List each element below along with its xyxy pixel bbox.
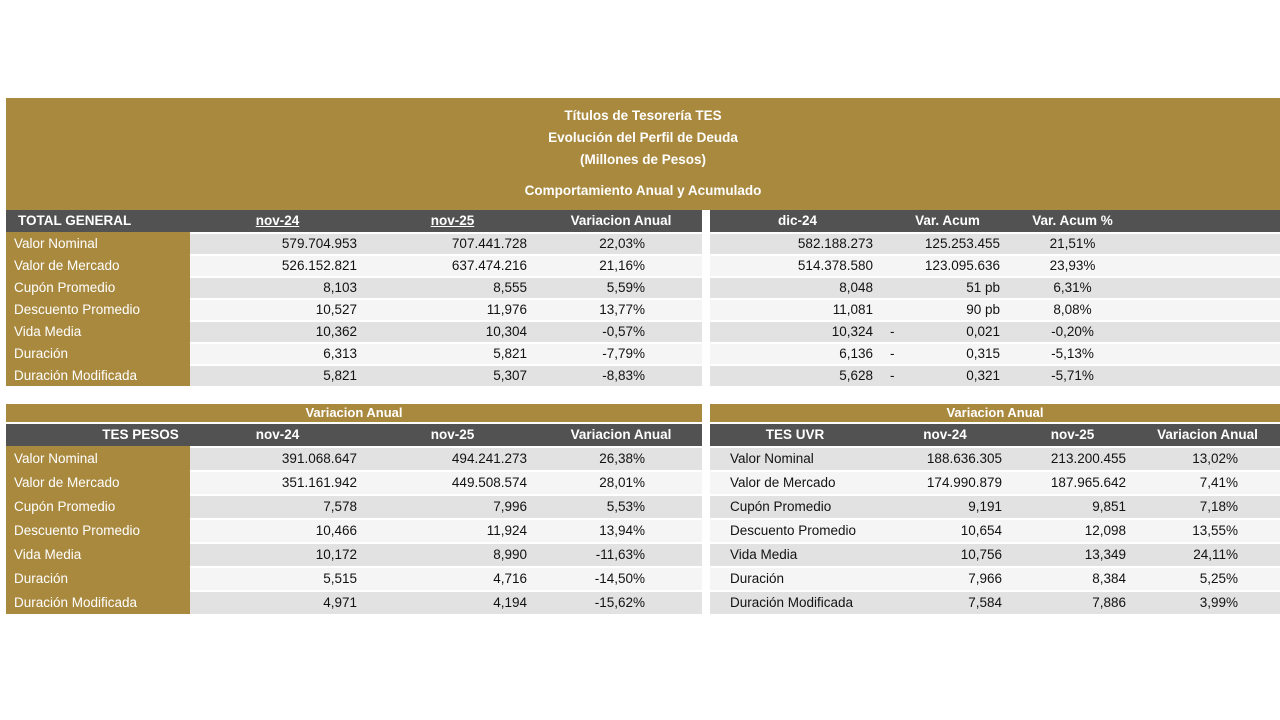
negative-sign: - <box>890 324 895 339</box>
nov24-value-cell: 10,756 <box>880 544 1010 566</box>
row-label-cell: Cupón Promedio <box>14 499 116 514</box>
variacion-anual-value-cell: -11,63% <box>540 544 702 566</box>
row-label-cell: Duración Modificada <box>14 595 138 610</box>
variacion-anual-value-cell: 21,16% <box>540 256 702 276</box>
variacion-anual-value-cell: 7,18% <box>1135 496 1280 518</box>
row-label-cell: Vida Media <box>710 544 880 566</box>
var-acum-value-cell <box>885 344 1010 364</box>
nov24-value-cell: 5,821 <box>190 366 365 386</box>
variacion-anual-value-cell: 22,03% <box>540 234 702 254</box>
variacion-anual-header: Variacion Anual <box>1135 424 1280 446</box>
nov24-value-cell: 10,172 <box>190 544 365 566</box>
nov24-value-cell: 8,103 <box>190 278 365 298</box>
variacion-anual-header: Variacion Anual <box>540 210 702 232</box>
nov24-value-cell: 10,362 <box>190 322 365 342</box>
nov25-value-cell: 11,976 <box>365 300 540 320</box>
var-acum-pct-value-cell: -5,71% <box>1010 366 1135 386</box>
row-label-cell: Valor Nominal <box>14 236 98 251</box>
variacion-anual-value-cell: 26,38% <box>540 448 702 470</box>
column-spacer <box>702 366 710 386</box>
nov24-value-cell: 6,313 <box>190 344 365 364</box>
filler-cell <box>1135 256 1280 276</box>
variacion-anual-header: Variacion Anual <box>540 424 702 446</box>
nov25-value-cell: 8,555 <box>365 278 540 298</box>
row-label-cell: Valor de Mercado <box>710 472 880 494</box>
header-filler-cell <box>1135 210 1280 232</box>
var-acum-value: 51 pb <box>966 280 1000 295</box>
nov24-value-cell: 351.161.942 <box>190 472 365 494</box>
nov25-value-cell: 213.200.455 <box>1010 448 1135 470</box>
column-spacer <box>702 300 710 320</box>
nov25-header: nov-25 <box>365 424 540 446</box>
filler-cell <box>1135 300 1280 320</box>
variacion-anual-value-cell: -8,83% <box>540 366 702 386</box>
var-acum-value-cell <box>885 300 1010 320</box>
nov24-header: nov-24 <box>880 424 1010 446</box>
var-acum-value: 123.095.636 <box>924 258 1000 273</box>
nov25-value-cell: 4,716 <box>365 568 540 590</box>
nov25-header: nov-25 <box>365 210 540 232</box>
nov25-value-cell: 13,349 <box>1010 544 1135 566</box>
nov24-header: nov-24 <box>190 210 365 232</box>
nov25-value-cell: 7,886 <box>1010 592 1135 614</box>
row-label-cell: Cupón Promedio <box>710 496 880 518</box>
dic24-value-cell: 6,136 <box>710 344 885 364</box>
nov25-value-cell: 494.241.273 <box>365 448 540 470</box>
nov24-header: nov-24 <box>190 424 365 446</box>
var-acum-value: 90 pb <box>966 302 1000 317</box>
tes-uvr-band: Variacion Anual <box>710 404 1280 422</box>
tes-uvr-header: TES UVR <box>710 424 880 446</box>
variacion-anual-value-cell: 7,41% <box>1135 472 1280 494</box>
var-acum-value: 0,321 <box>966 368 1000 383</box>
var-acum-value-cell <box>885 234 1010 254</box>
dic24-value-cell: 8,048 <box>710 278 885 298</box>
var-acum-value-cell <box>885 322 1010 342</box>
variacion-anual-value-cell: 5,25% <box>1135 568 1280 590</box>
dic24-header: dic-24 <box>710 210 885 232</box>
variacion-anual-value-cell: 3,99% <box>1135 592 1280 614</box>
report-subtitle: Evolución del Perfil de Deuda <box>548 130 738 145</box>
nov25-value-cell: 4,194 <box>365 592 540 614</box>
row-label-cell: Duración Modificada <box>14 368 138 383</box>
variacion-anual-value-cell: 13,02% <box>1135 448 1280 470</box>
nov25-value-cell: 8,384 <box>1010 568 1135 590</box>
variacion-anual-value-cell: 5,53% <box>540 496 702 518</box>
column-spacer <box>702 256 710 276</box>
row-label-cell: Vida Media <box>14 324 82 339</box>
var-acum-pct-value-cell: 23,93% <box>1010 256 1135 276</box>
nov24-value-cell: 7,966 <box>880 568 1010 590</box>
variacion-anual-value-cell: 28,01% <box>540 472 702 494</box>
nov25-header: nov-25 <box>1010 424 1135 446</box>
nov24-value-cell: 5,515 <box>190 568 365 590</box>
nov25-value-cell: 449.508.574 <box>365 472 540 494</box>
var-acum-value: 0,021 <box>966 324 1000 339</box>
row-label-cell: Valor Nominal <box>710 448 880 470</box>
nov24-value-cell: 7,578 <box>190 496 365 518</box>
row-label-cell: Duración <box>14 346 69 361</box>
nov24-value-cell: 7,584 <box>880 592 1010 614</box>
row-label-cell: Descuento Promedio <box>14 523 141 538</box>
variacion-anual-value-cell: 5,59% <box>540 278 702 298</box>
var-acum-value-cell <box>885 366 1010 386</box>
total-general-table <box>6 210 1280 386</box>
variacion-anual-value-cell: -0,57% <box>540 322 702 342</box>
filler-cell <box>1135 234 1280 254</box>
row-label-cell: Duración <box>14 571 69 586</box>
variacion-anual-value-cell: 24,11% <box>1135 544 1280 566</box>
nov25-value-cell: 10,304 <box>365 322 540 342</box>
tes-pesos-band: Variacion Anual <box>6 404 702 422</box>
filler-cell <box>1135 344 1280 364</box>
variacion-anual-value-cell: -15,62% <box>540 592 702 614</box>
row-label-cell: Cupón Promedio <box>14 280 116 295</box>
row-label-cell: Duración Modificada <box>710 592 880 614</box>
report-caption: Comportamiento Anual y Acumulado <box>524 183 762 198</box>
nov24-value-cell: 391.068.647 <box>190 448 365 470</box>
row-label-cell: Duración <box>710 568 880 590</box>
nov25-value-cell: 637.474.216 <box>365 256 540 276</box>
tes-uvr-table <box>710 424 1280 614</box>
var-acum-pct-value-cell: 21,51% <box>1010 234 1135 254</box>
dic24-value-cell: 582.188.273 <box>710 234 885 254</box>
report-units: (Millones de Pesos) <box>579 152 707 167</box>
row-label-cell: Descuento Promedio <box>710 520 880 542</box>
var-acum-header: Var. Acum <box>885 210 1010 232</box>
nov25-value-cell: 5,821 <box>365 344 540 364</box>
report-title-block <box>6 98 1280 210</box>
column-spacer <box>702 322 710 342</box>
variacion-anual-value-cell: 13,55% <box>1135 520 1280 542</box>
nov25-value-cell: 187.965.642 <box>1010 472 1135 494</box>
filler-cell <box>1135 366 1280 386</box>
nov24-value-cell: 4,971 <box>190 592 365 614</box>
nov25-value-cell: 12,098 <box>1010 520 1135 542</box>
dic24-value-cell: 5,628 <box>710 366 885 386</box>
var-acum-value: 0,315 <box>966 346 1000 361</box>
column-spacer <box>702 210 710 232</box>
nov24-value-cell: 188.636.305 <box>880 448 1010 470</box>
nov25-value-cell: 11,924 <box>365 520 540 542</box>
nov24-value-cell: 579.704.953 <box>190 234 365 254</box>
column-spacer <box>702 278 710 298</box>
nov24-value-cell: 174.990.879 <box>880 472 1010 494</box>
row-label-cell: Valor de Mercado <box>14 475 120 490</box>
variacion-anual-value-cell: -7,79% <box>540 344 702 364</box>
column-spacer <box>702 234 710 254</box>
variacion-anual-value-cell: -14,50% <box>540 568 702 590</box>
column-spacer <box>702 344 710 364</box>
var-acum-value: 125.253.455 <box>924 236 1000 251</box>
var-acum-pct-header: Var. Acum % <box>1010 210 1135 232</box>
nov24-value-cell: 526.152.821 <box>190 256 365 276</box>
row-label-cell: Vida Media <box>14 547 82 562</box>
variacion-anual-value-cell: 13,77% <box>540 300 702 320</box>
tes-pesos-table <box>6 424 702 614</box>
var-acum-value-cell <box>885 278 1010 298</box>
nov24-value-cell: 10,527 <box>190 300 365 320</box>
var-acum-pct-value-cell: 8,08% <box>1010 300 1135 320</box>
report-title: Títulos de Tesorería TES <box>564 108 722 123</box>
nov25-value-cell: 7,996 <box>365 496 540 518</box>
dic24-value-cell: 11,081 <box>710 300 885 320</box>
nov25-value-cell: 9,851 <box>1010 496 1135 518</box>
var-acum-pct-value-cell: -5,13% <box>1010 344 1135 364</box>
negative-sign: - <box>890 368 895 383</box>
row-label-cell: Valor de Mercado <box>14 258 120 273</box>
filler-cell <box>1135 278 1280 298</box>
dic24-value-cell: 10,324 <box>710 322 885 342</box>
nov24-value-cell: 10,654 <box>880 520 1010 542</box>
nov25-value-cell: 8,990 <box>365 544 540 566</box>
var-acum-value-cell <box>885 256 1010 276</box>
nov25-value-cell: 5,307 <box>365 366 540 386</box>
row-label-cell: Descuento Promedio <box>14 302 141 317</box>
var-acum-pct-value-cell: -0,20% <box>1010 322 1135 342</box>
variacion-anual-value-cell: 13,94% <box>540 520 702 542</box>
row-label-cell: Valor Nominal <box>14 451 98 466</box>
var-acum-pct-value-cell: 6,31% <box>1010 278 1135 298</box>
nov25-value-cell: 707.441.728 <box>365 234 540 254</box>
negative-sign: - <box>890 346 895 361</box>
nov24-value-cell: 10,466 <box>190 520 365 542</box>
total-general-header: TOTAL GENERAL <box>6 210 190 232</box>
nov24-value-cell: 9,191 <box>880 496 1010 518</box>
tes-pesos-header: TES PESOS <box>6 424 190 446</box>
dic24-value-cell: 514.378.580 <box>710 256 885 276</box>
filler-cell <box>1135 322 1280 342</box>
